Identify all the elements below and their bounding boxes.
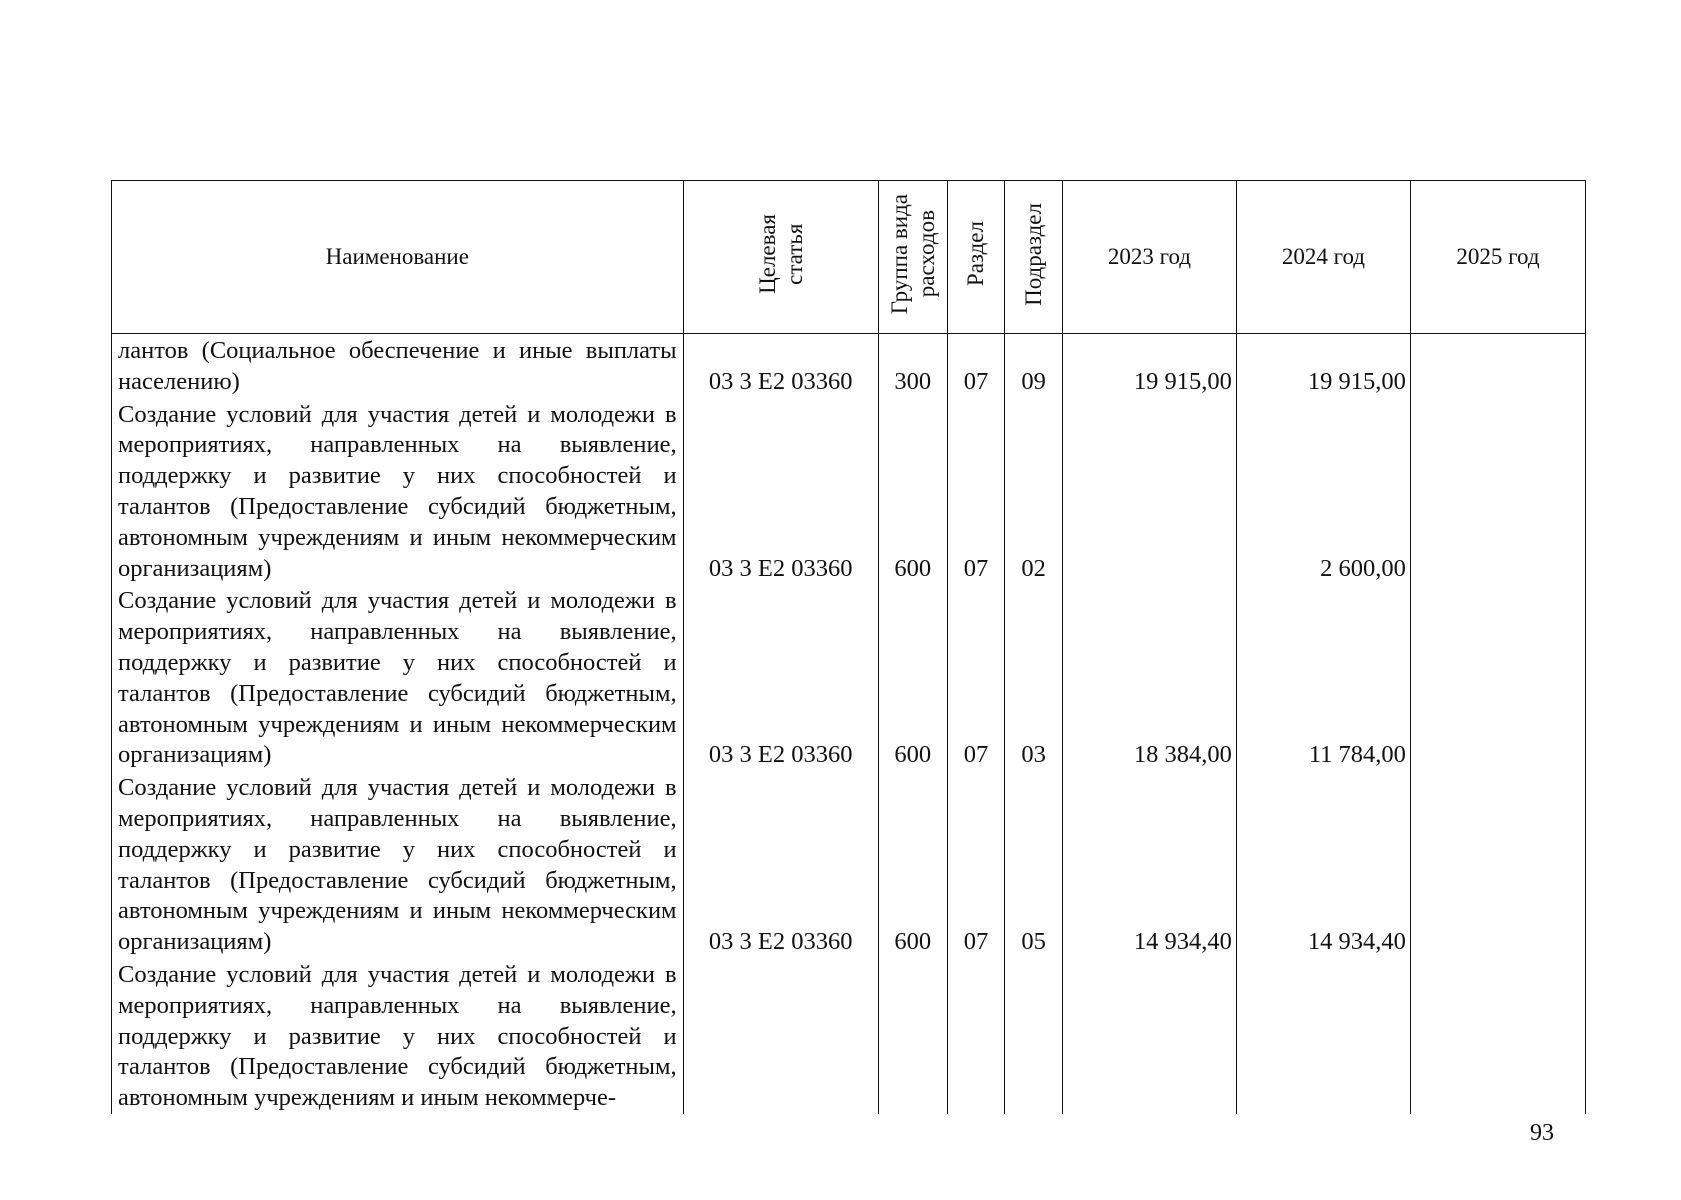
row-name: Создание условий для участия детей и молодежи в мероприятиях, направленных на выявление, поддержку и развитие у них способностей и талантов (Предоставление субсидий бюджетным, автономным учреждениям и иным некоммерческим организациям) <box>112 584 684 771</box>
row-subsection <box>1005 958 1063 1114</box>
table-row <box>112 398 1586 585</box>
row-2023: 14 934,40 <box>1062 771 1236 958</box>
table-row <box>112 584 1586 771</box>
row-2024: 11 784,00 <box>1236 584 1410 771</box>
row-2025 <box>1410 398 1585 585</box>
row-subsection: 09 <box>1005 334 1063 398</box>
header-group-label: Группа вида расходов <box>886 193 939 315</box>
row-name: Создание условий для участия детей и молодежи в мероприятиях, направленных на выявление, поддержку и развитие у них способностей и талантов (Предоставление субсидий бюджетным, автономным учреждениям и иным некоммерче- <box>112 958 684 1114</box>
row-2025 <box>1410 771 1585 958</box>
row-2023: 19 915,00 <box>1062 334 1236 398</box>
table-row <box>112 334 1586 398</box>
header-2023: 2023 год <box>1062 181 1236 334</box>
page-number: 93 <box>1530 1120 1554 1146</box>
row-section: 07 <box>947 771 1005 958</box>
row-subsection: 05 <box>1005 771 1063 958</box>
header-subsection <box>1005 181 1063 334</box>
row-subsection: 02 <box>1005 398 1063 585</box>
row-target: 03 3 Е2 03360 <box>683 398 878 585</box>
header-2025: 2025 год <box>1410 181 1585 334</box>
header-group <box>878 181 947 334</box>
header-section <box>947 181 1005 334</box>
row-2025 <box>1410 958 1585 1114</box>
row-2023: 18 384,00 <box>1062 584 1236 771</box>
row-2023 <box>1062 958 1236 1114</box>
row-target <box>683 958 878 1114</box>
header-name: Наименование <box>112 181 684 334</box>
row-target: 03 3 Е2 03360 <box>683 771 878 958</box>
row-group: 300 <box>878 334 947 398</box>
row-2024 <box>1236 958 1410 1114</box>
row-group: 600 <box>878 398 947 585</box>
row-group <box>878 958 947 1114</box>
header-section-label: Раздел <box>963 221 989 287</box>
header-row <box>112 181 1586 334</box>
row-2024: 2 600,00 <box>1236 398 1410 585</box>
row-section: 07 <box>947 334 1005 398</box>
row-group: 600 <box>878 771 947 958</box>
row-name: Создание условий для участия детей и молодежи в мероприятиях, направленных на выявление, поддержку и развитие у них способностей и талантов (Предоставление субсидий бюджетным, автономным учреждениям и иным некоммерческим организациям) <box>112 398 684 585</box>
row-name: Создание условий для участия детей и молодежи в мероприятиях, направленных на выявление, поддержку и развитие у них способностей и талантов (Предоставление субсидий бюджетным, автономным учреждениям и иным некоммерческим организациям) <box>112 771 684 958</box>
row-2023 <box>1062 398 1236 585</box>
header-2024: 2024 год <box>1236 181 1410 334</box>
row-section: 07 <box>947 398 1005 585</box>
row-group: 600 <box>878 584 947 771</box>
row-subsection: 03 <box>1005 584 1063 771</box>
row-name: лантов (Социальное обеспечение и иные выплаты населению) <box>112 334 684 398</box>
table-row <box>112 771 1586 958</box>
budget-table <box>111 180 1586 1114</box>
header-subsection-label: Подраздел <box>1021 202 1047 306</box>
row-2025 <box>1410 584 1585 771</box>
row-target: 03 3 Е2 03360 <box>683 334 878 398</box>
row-2025 <box>1410 334 1585 398</box>
row-2024: 19 915,00 <box>1236 334 1410 398</box>
header-target <box>683 181 878 334</box>
header-target-label: Целевая статья <box>754 214 807 294</box>
row-section: 07 <box>947 584 1005 771</box>
row-target: 03 3 Е2 03360 <box>683 584 878 771</box>
row-2024: 14 934,40 <box>1236 771 1410 958</box>
row-section <box>947 958 1005 1114</box>
table-row-continued <box>112 958 1586 1114</box>
